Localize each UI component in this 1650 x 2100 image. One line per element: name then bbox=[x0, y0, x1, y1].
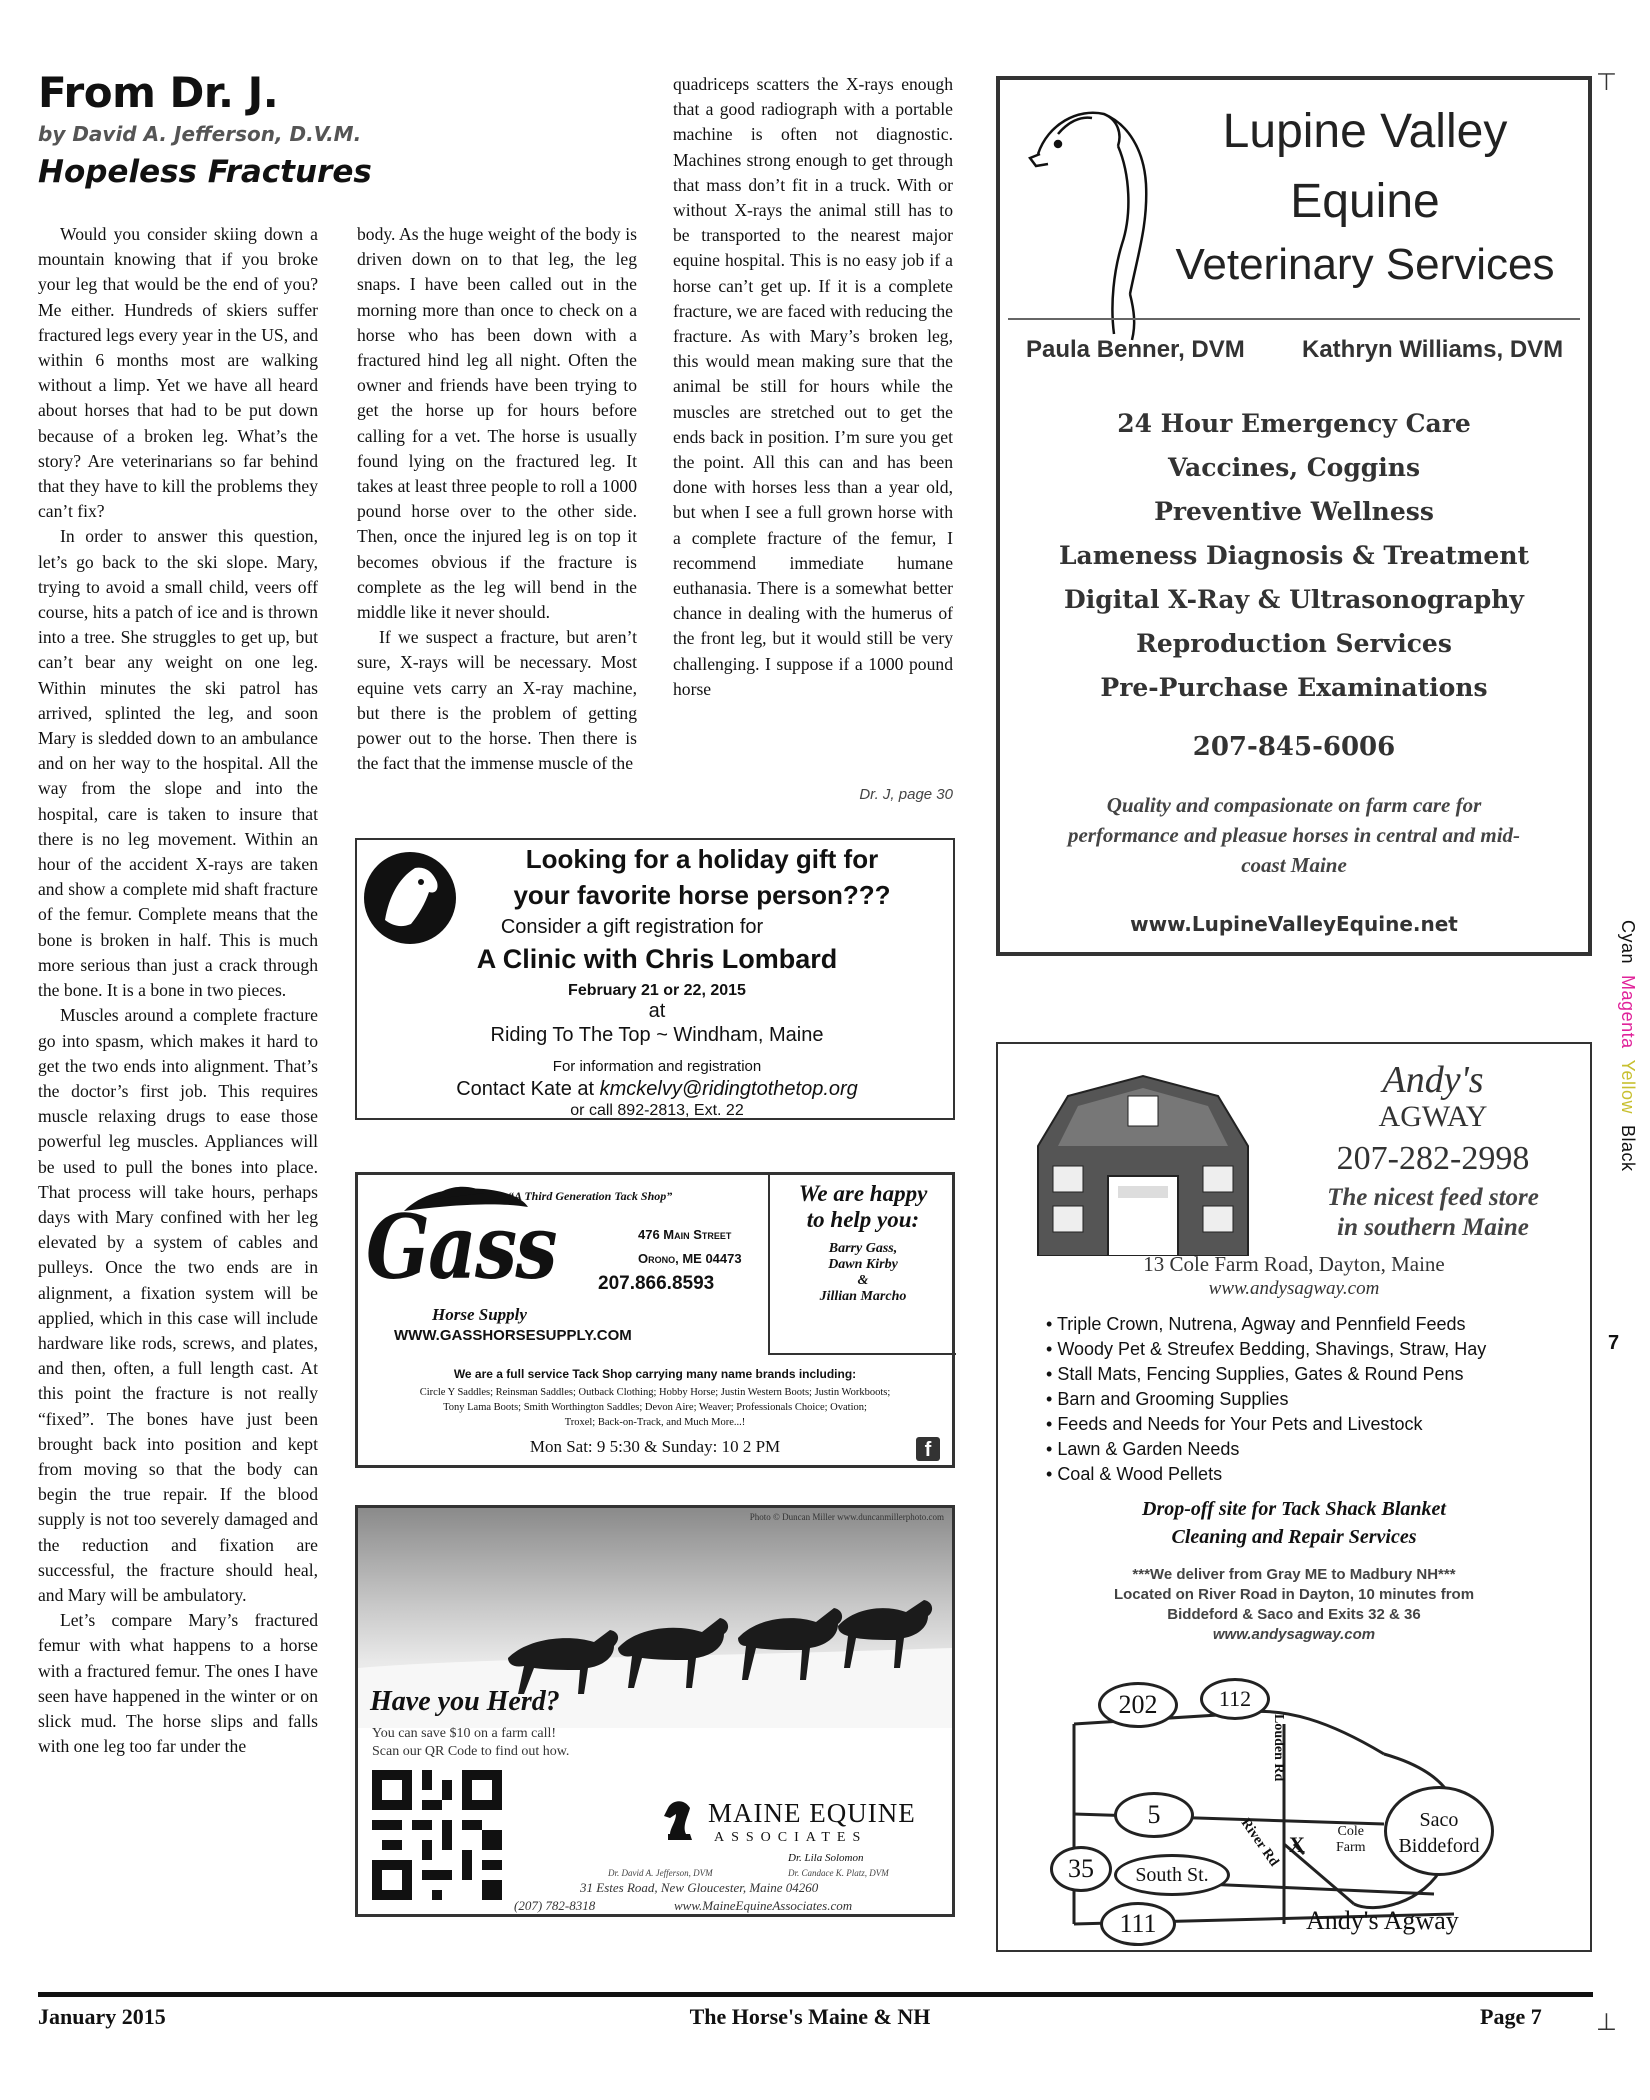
agway-title1: Andy's bbox=[1382, 1059, 1484, 1101]
gass-phone: 207.866.8593 bbox=[598, 1273, 715, 1294]
herd-headline: Have you Herd? bbox=[370, 1686, 560, 1717]
cole-farm-label bbox=[1336, 1824, 1366, 1856]
agway-bullet: • Feeds and Needs for Your Pets and Livestock bbox=[1046, 1414, 1423, 1434]
barn-icon bbox=[1028, 1066, 1258, 1256]
lupine-phone: 207-845-6006 bbox=[1192, 732, 1396, 762]
gass-logo-sub: Horse Supply bbox=[432, 1305, 527, 1324]
side-page-number: 7 bbox=[1608, 1332, 1620, 1354]
lupine-service-item: Vaccines, Coggins bbox=[1167, 453, 1421, 482]
crop-mark-top: ⊤ bbox=[1596, 69, 1617, 96]
lupine-vet2: Kathryn Williams, DVM bbox=[1302, 336, 1564, 363]
gass-staff2: Dawn Kirby bbox=[828, 1257, 898, 1272]
lupine-web-link[interactable]: www.LupineValleyEquine.net bbox=[1130, 912, 1458, 936]
agway-dropoff1: Drop-off site for Tack Shack Blanket bbox=[1142, 1498, 1446, 1520]
saco-label: Saco bbox=[1419, 1809, 1459, 1831]
continued-link[interactable]: Dr. J, page 30 bbox=[859, 786, 953, 803]
clinic-line8: For information and registration bbox=[552, 1058, 762, 1075]
lupine-divider bbox=[1008, 318, 1580, 320]
gass-happy2: to help you: bbox=[806, 1207, 920, 1232]
herd-sub1: You can save $10 on a farm call! bbox=[372, 1726, 557, 1741]
agway-bullet-text: Woody Pet & Streufex Bedding, Shavings, Straw, Hay bbox=[1057, 1339, 1487, 1359]
clinic-line2: your favorite horse person??? bbox=[513, 880, 891, 910]
gass-address2: Orono, ME 04473 bbox=[638, 1251, 742, 1266]
gass-staff1: Barry Gass, bbox=[828, 1241, 898, 1256]
article-column-2 bbox=[357, 222, 637, 776]
agway-phone: 207-282-2998 bbox=[1336, 1140, 1530, 1177]
article-paragraph: Would you consider skiing down a mountain knowing that if you broke your leg that would be the end of you? Me either. Hundreds of skiers suffer fractured legs every year in the US, and within 6 months most are walking without a limp. Yet we have all heard about horses that had to be put down because of a broken leg. What’s the story? Are veterinarians so far behind that they have to kill the problems they can’t fix? bbox=[38, 224, 318, 522]
color-bar-black: Black bbox=[1618, 1125, 1638, 1172]
article-paragraph: Let’s compare Mary’s fractured femur with what happens to a horse with a fractured femur. The ones I have seen have happened in the winter or on slick mud. The horse slips and falls with one leg too far under the bbox=[38, 1610, 318, 1757]
article-paragraph: quadriceps scatters the X-rays enough that a good radiograph with a portable machine is often not diagnostic. Machines strong enough to get through that mass don’t fit in a truck. With or without X-rays the animal still has to be transported to the nearest major equine hospital. This is no easy job if a horse can’t get up. If it is a complete fracture, we are faced with reducing the fracture. As with Mary’s broken leg, this would mean making sure that the animal be still for hours while the muscles are stretched out to get the ends back in position. I’m sure you get the point. All this can and has been done with horses less than a year old, but when I see a full grown horse with a complete fracture of the femur, I recommend immediate humane euthanasia. There is a somewhat better chance in dealing with the humerus of the front leg, but it would still be very challenging. I suppose if a 1000 pound horse bbox=[673, 74, 953, 699]
gass-brands3: Troxel; Back-on-Track, and Much More...! bbox=[564, 1417, 746, 1428]
dr-platz: Dr. Candace K. Platz, DVM bbox=[788, 1868, 889, 1878]
lupine-vet1: Paula Benner, DVM bbox=[1026, 336, 1245, 363]
agway-map bbox=[1054, 1664, 1534, 1944]
gass-happy1: We are happy bbox=[798, 1181, 928, 1206]
saco-biddeford-label bbox=[1384, 1786, 1494, 1876]
clinic-contact-label: Contact Kate at bbox=[456, 1078, 600, 1100]
south-st-label: South St. bbox=[1114, 1854, 1230, 1896]
color-bar-yellow: Yellow bbox=[1618, 1059, 1638, 1114]
gass-hours: Mon Sat: 9 5:30 & Sunday: 10 2 PM bbox=[529, 1437, 781, 1456]
agway-bullet-text: Lawn & Garden Needs bbox=[1057, 1439, 1240, 1459]
herd-sub2: Scan our QR Code to find out how. bbox=[372, 1744, 570, 1759]
clinic-line1: Looking for a holiday gift for bbox=[525, 844, 879, 874]
clinic-line7: Riding To The Top ~ Windham, Maine bbox=[490, 1024, 824, 1046]
maine-equine-web-link[interactable]: www.MaineEquineAssociates.com bbox=[674, 1898, 853, 1913]
agway-bullet: • Triple Crown, Nutrena, Agway and Pennfield Feeds bbox=[1046, 1314, 1466, 1334]
andys-agway-label: Andy's Agway bbox=[1306, 1906, 1459, 1935]
column-title: From Dr. J. bbox=[38, 68, 279, 117]
maine-equine-ad bbox=[355, 1505, 955, 1917]
biddeford-label: Biddeford bbox=[1398, 1835, 1480, 1857]
agway-bullet: • Coal & Wood Pellets bbox=[1046, 1464, 1223, 1484]
agway-loc2: Biddeford & Saco and Exits 32 & 36 bbox=[1167, 1606, 1421, 1623]
horse-line-art-icon bbox=[1018, 94, 1168, 349]
footer-page: Page 7 bbox=[1480, 2004, 1542, 2029]
agway-bullet-text: Coal & Wood Pellets bbox=[1057, 1464, 1223, 1484]
cole-label: Cole bbox=[1337, 1824, 1364, 1839]
louden-rd-label: Louden Rd bbox=[1271, 1714, 1286, 1782]
map-road bbox=[1204, 1884, 1434, 1894]
gass-brands2: Tony Lama Boots; Smith Worthington Saddles; Devon Aire; Weaver; Professionals Choice; Ovation; bbox=[443, 1402, 867, 1413]
qr-code-icon[interactable] bbox=[372, 1770, 502, 1900]
gass-brands1: Circle Y Saddles; Reinsman Saddles; Outback Clothing; Hobby Horse; Justin Western Boots; Justin Workboots; bbox=[419, 1387, 891, 1398]
footer-date: January 2015 bbox=[38, 2004, 166, 2029]
maine-equine-brand1: MAINE EQUINE bbox=[708, 1798, 916, 1828]
lupine-service-item: Preventive Wellness bbox=[1154, 497, 1434, 526]
article-title: Hopeless Fractures bbox=[38, 154, 372, 190]
gass-staff4: Jillian Marcho bbox=[819, 1289, 907, 1304]
gass-address1: 476 Main Street bbox=[638, 1227, 732, 1242]
article-column-3 bbox=[673, 72, 953, 702]
agway-tag1: The nicest feed store bbox=[1327, 1184, 1539, 1211]
lupine-slogan bbox=[1000, 790, 1588, 880]
lupine-title3: Veterinary Services bbox=[1175, 240, 1555, 289]
clinic-line4: A Clinic with Chris Lombard bbox=[476, 944, 838, 974]
color-bar bbox=[1617, 920, 1638, 1172]
article-paragraph: Muscles around a complete fracture go into spasm, which makes it hard to get the two ends into alignment. That’s the doctor’s first job. This requires muscle relaxing drugs to ease those powerful leg muscles. Appliances will be used to pull the bones into place. That process will take hours, perhaps days with Mary confined with her leg elevated by a system of cables and pulleys. Once the two ends are in alignment, a fixation system will be applied, which in this case will include hardware like rods, screws, and plates, and then, often, a full length cast. At this point the fracture is not really “fixed”. The bones have just been brought back into position and kept from moving so that the body can begin the true repair. If the blood supply is not too severely damaged and the reduction and fixation are successful, the fracture should heal, and Mary will be ambulatory. bbox=[38, 1005, 318, 1605]
agway-bullet-text: Triple Crown, Nutrena, Agway and Pennfield Feeds bbox=[1056, 1314, 1466, 1334]
route-35-shield: 35 bbox=[1050, 1846, 1112, 1892]
clinic-email-link[interactable]: kmckelvy@ridingtothetop.org bbox=[599, 1078, 858, 1100]
color-bar-cyan: Cyan bbox=[1618, 920, 1638, 965]
agway-web2: www.andysagway.com bbox=[1212, 1626, 1376, 1643]
maine-equine-address: 31 Estes Road, New Gloucester, Maine 04260 bbox=[580, 1880, 819, 1895]
agway-bullet: • Woody Pet & Streufex Bedding, Shavings, Straw, Hay bbox=[1046, 1339, 1487, 1359]
lupine-service-item: Digital X-Ray & Ultrasonography bbox=[1064, 585, 1524, 614]
maine-equine-phone: (207) 782-8318 bbox=[514, 1898, 596, 1913]
gass-tagline: “A Third Generation Tack Shop” bbox=[508, 1189, 673, 1203]
footer-rule bbox=[38, 1992, 1593, 1997]
agway-bullet-text: Feeds and Needs for Your Pets and Livestock bbox=[1057, 1414, 1423, 1434]
agway-tag2: in southern Maine bbox=[1337, 1214, 1529, 1241]
article-paragraph: body. As the huge weight of the body is driven down on to that leg, the leg snaps. I have been called out in the morning more than once to check on a horse who has been down with a fractured hind leg all night. Often the owner and friends have been trying to get the horse up for hours before calling for a vet. The horse is usually found lying on the fractured leg. It takes at least three people to roll a 1000 pound horse over to the other side. Then, once the injured leg is on top it becomes obvious if the fracture is complete as the leg will bend in the middle like it never should. bbox=[357, 224, 637, 623]
agway-title2: AGWAY bbox=[1378, 1100, 1488, 1133]
farm-label: Farm bbox=[1336, 1840, 1366, 1855]
agway-loc1: Located on River Road in Dayton, 10 minutes from bbox=[1113, 1586, 1475, 1603]
gass-staff3: & bbox=[857, 1273, 869, 1288]
agway-deliver: ***We deliver from Gray ME to Madbury NH*** bbox=[1132, 1566, 1456, 1583]
lupine-slogan-line: coast Maine bbox=[1241, 853, 1347, 877]
gass-service: We are a full service Tack Shop carrying many name brands including: bbox=[453, 1367, 857, 1381]
lupine-service-item: Lameness Diagnosis & Treatment bbox=[1058, 541, 1530, 570]
gass-logo: Gass bbox=[366, 1195, 556, 1299]
clinic-ad bbox=[355, 838, 955, 1120]
lupine-service-item: Reproduction Services bbox=[1136, 629, 1452, 658]
lupine-title1: Lupine Valley bbox=[1222, 105, 1508, 158]
crop-mark-bottom: ⊥ bbox=[1596, 2009, 1617, 2036]
lupine-service-item: Pre-Purchase Examinations bbox=[1100, 673, 1488, 702]
chess-knight-icon bbox=[660, 1796, 700, 1842]
lupine-ad bbox=[996, 76, 1592, 956]
article-paragraph: If we suspect a fracture, but aren’t sure, X-rays will be necessary. Most equine vets carry an X-ray machine, but there is the problem of getting power out to the horse. Then there is the fact that the immense muscle of the bbox=[357, 627, 637, 774]
article-column-1 bbox=[38, 222, 318, 1759]
agway-location-marker: X bbox=[1289, 1832, 1305, 1857]
gass-web-link[interactable]: WWW.GASSHORSESUPPLY.COM bbox=[394, 1327, 632, 1344]
agway-bullet-text: Stall Mats, Fencing Supplies, Gates & Round Pens bbox=[1057, 1364, 1464, 1384]
agway-bullet: • Lawn & Garden Needs bbox=[1046, 1439, 1240, 1459]
agway-bullet-text: Barn and Grooming Supplies bbox=[1057, 1389, 1289, 1409]
agway-bullet: • Stall Mats, Fencing Supplies, Gates & Round Pens bbox=[1046, 1364, 1464, 1384]
agway-ad bbox=[996, 1042, 1592, 1952]
lupine-services bbox=[1000, 402, 1588, 710]
clinic-line5: February 21 or 22, 2015 bbox=[568, 982, 746, 999]
maine-equine-brand2: ASSOCIATES bbox=[714, 1830, 868, 1845]
clinic-line3: Consider a gift registration for bbox=[500, 916, 764, 938]
footer-publication: The Horse's Maine & NH bbox=[689, 2004, 931, 2029]
gass-ad bbox=[355, 1172, 955, 1468]
lupine-title2: Equine bbox=[1290, 175, 1440, 228]
lupine-slogan-line: Quality and compasionate on farm care for bbox=[1106, 793, 1482, 817]
lupine-service-item: 24 Hour Emergency Care bbox=[1117, 409, 1471, 438]
color-bar-magenta: Magenta bbox=[1618, 975, 1638, 1049]
agway-dropoff2: Cleaning and Repair Services bbox=[1171, 1526, 1417, 1548]
gass-staff-box bbox=[768, 1173, 956, 1355]
route-202-shield: 202 bbox=[1098, 1682, 1178, 1728]
agway-web-link[interactable]: www.andysagway.com bbox=[1208, 1278, 1380, 1299]
agway-bullet: • Barn and Grooming Supplies bbox=[1046, 1389, 1289, 1409]
article-paragraph: In order to answer this question, let’s go back to the ski slope. Mary, trying to avoid a small child, veers off course, hits a patch of ice and is thrown into a tree. She struggles to get up, but can’t bear any weight on one leg. Within minutes the ski patrol has arrived, splinted the leg, and soon Mary is sledded down to an ambulance and on her way to the hospital. All the way from the slope and into the hospital, care is taken to insure that there is no leg movement. Within an hour of the accident X-rays are taken and show a complete mid shaft fracture of the femur. Complete means that the bone is broken in half. This is much more serious than just a crack through the bone. It is a bone in two pieces. bbox=[38, 526, 318, 1001]
route-111-shield: 111 bbox=[1100, 1902, 1176, 1946]
map-road bbox=[1234, 1711, 1384, 1754]
lupine-slogan-line: performance and pleasue horses in central and mid- bbox=[1067, 823, 1521, 847]
byline: by David A. Jefferson, D.V.M. bbox=[38, 122, 362, 146]
route-5-shield: 5 bbox=[1114, 1792, 1194, 1838]
river-rd-label: River Rd bbox=[1237, 1816, 1282, 1870]
agway-bullets bbox=[1046, 1312, 1486, 1487]
dr-solomon: Dr. Lila Solomon bbox=[788, 1852, 864, 1864]
facebook-icon[interactable]: f bbox=[916, 1437, 940, 1461]
dr-jefferson: Dr. David A. Jefferson, DVM bbox=[608, 1868, 713, 1878]
photo-credit: Photo © Duncan Miller www.duncanmillerphoto.com bbox=[749, 1512, 944, 1522]
clinic-contact bbox=[357, 1078, 957, 1101]
clinic-line10: or call 892-2813, Ext. 22 bbox=[570, 1102, 744, 1119]
agway-address: 13 Cole Farm Road, Dayton, Maine bbox=[1143, 1252, 1445, 1276]
route-112-shield: 112 bbox=[1200, 1678, 1270, 1720]
clinic-line6: at bbox=[648, 1000, 666, 1022]
